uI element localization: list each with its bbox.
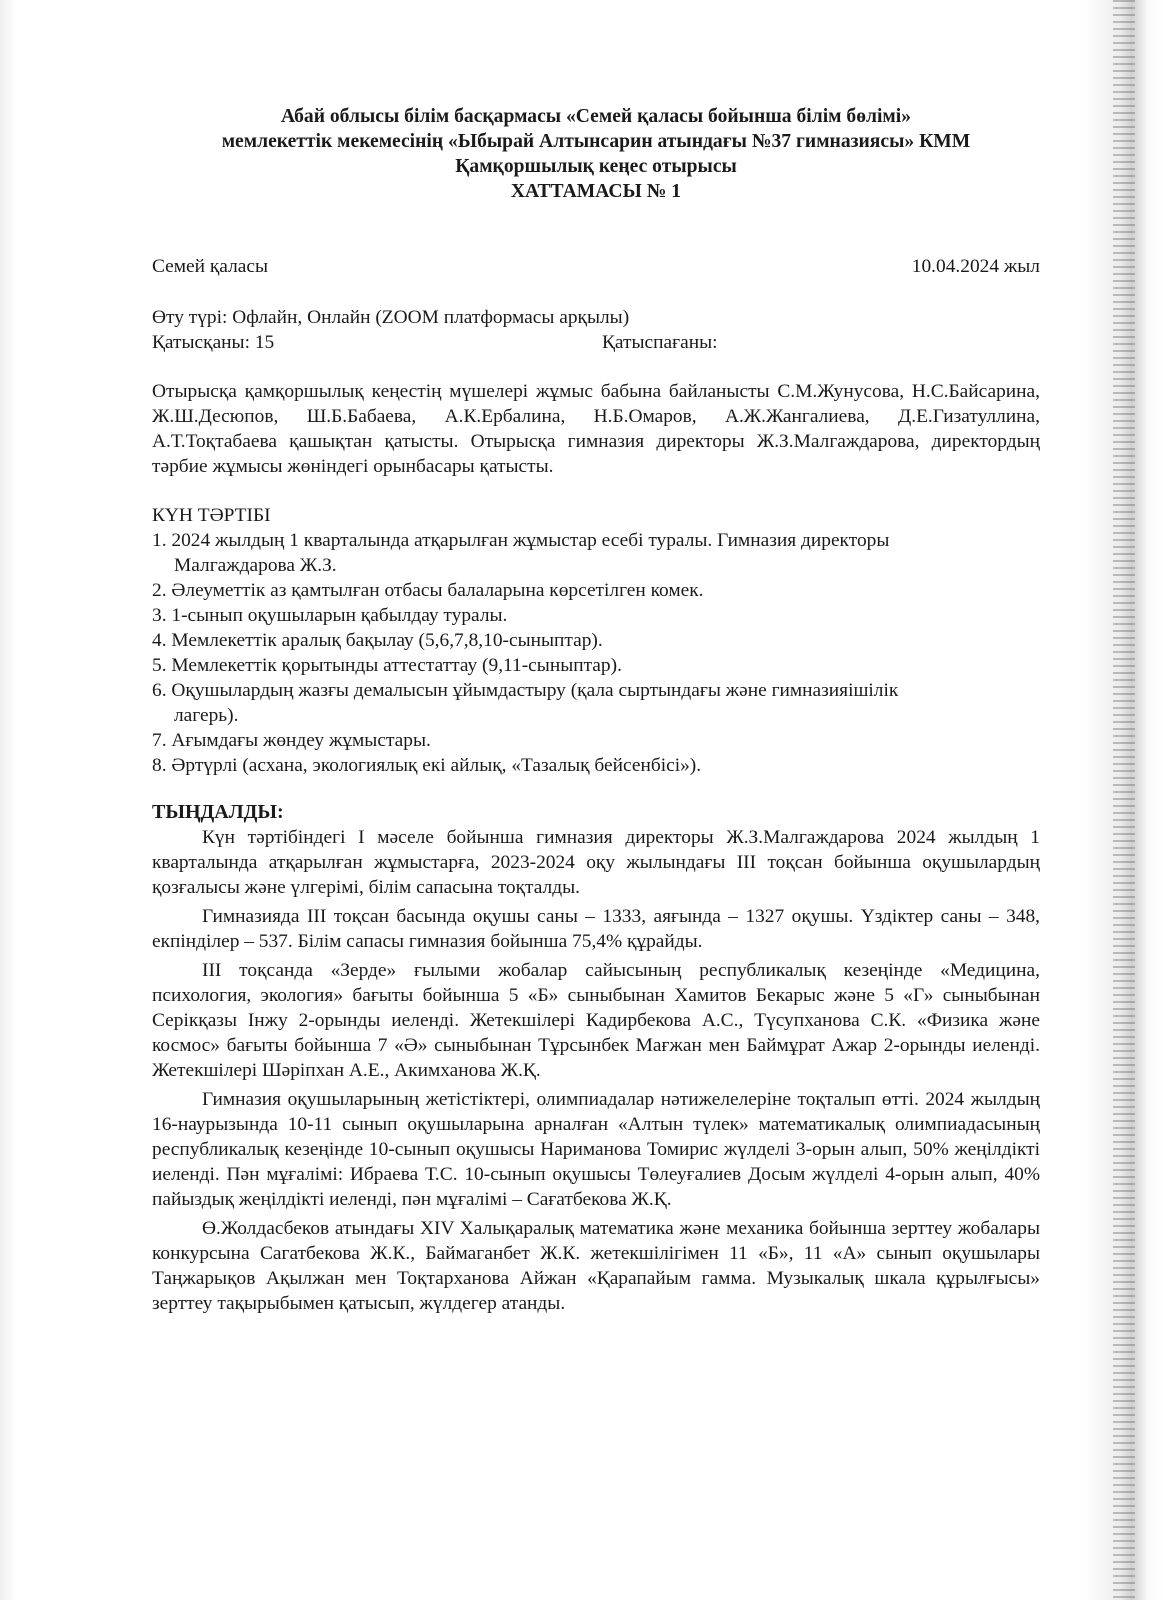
document-header <box>152 104 1040 204</box>
scan-right-edge <box>1085 0 1163 1600</box>
agenda-item: 7. Ағымдағы жөндеу жұмыстары. <box>152 730 431 751</box>
header-line-2: мемлекеттік мекемесінің «Ыбырай Алтынсарин атындағы №37 гимназиясы» КММ <box>221 131 971 152</box>
present-count: Қатысқаны: 15 <box>152 332 275 353</box>
agenda-list <box>152 528 1040 778</box>
heard-paragraph: Гимназия оқушыларының жетістіктері, олимпиадалар нәтижелелеріне тоқталып өтті. 2024 жылдың 16-наурызында 10-11 сынып оқушыларына арналған «Алтын түлек» математикалық олимпиадасының республикалық кезеңінде 10-сынып оқушысы Нариманова Томирис жүлделі 3-орын алып, 50% жеңілдікті иеленді. Пән мұғалімі: Ибраева Т.С. 10-сынып оқушысы Төлеуғалиев Досым жүлделі 4-орын алып, 40% пайыздық жеңілдікті иеленді, пән мұғалімі – Сағатбекова Ж.Қ. <box>152 1089 1040 1210</box>
city: Семей қаласы <box>152 256 268 277</box>
header-line-1: Абай облысы білім басқармасы «Семей қаласы бойынша білім бөлімі» <box>280 106 912 127</box>
heard-paragraph: Күн тәртібіндегі I мәселе бойынша гимназия директоры Ж.З.Малгаждарова 2024 жылдың 1 кварталында атқарылған жұмыстарға, 2023-2024 оқу жылындағы III тоқсан бойынша оқушылардың қозғалысы және үлгерімі, білім сапасына тоқталды. <box>152 827 1040 898</box>
heard-title: ТЫҢДАЛДЫ: <box>152 801 284 823</box>
agenda-item: 5. Мемлекеттік қорытынды аттестаттау (9,11-сыныптар). <box>152 655 622 676</box>
intro-paragraph: Отырысқа қамқоршылық кеңестің мүшелері жұмыс бабына байланысты С.М.Жунусова, Н.С.Байсарина, Ж.Ш.Десюпов, Ш.Б.Бабаева, А.К.Ербалина, Н.Б.Омаров, А.Ж.Жангалиева, Д.Е.Гизатуллина, А.Т.Тоқтабаева қашықтан қатысты. Отырысқа гимназия директоры Ж.З.Малгаждарова, директордың тәрбие жұмысы жөніндегі орынбасары қатысты. <box>152 381 1040 477</box>
agenda-item: 8. Әртүрлі (асхана, экологиялық екі айлық, «Тазалық бейсенбісі»). <box>152 755 702 776</box>
document-page <box>152 104 1040 1320</box>
city-date-row <box>152 254 1040 279</box>
scan-left-edge <box>0 0 16 1600</box>
date: 10.04.2024 жыл <box>911 256 1040 277</box>
agenda-item: 1. 2024 жылдың 1 кварталында атқарылған жұмыстар есебі туралы. Гимназия директоры Малгаждарова Ж.З. <box>152 530 890 576</box>
meeting-format: Өту түрі: Офлайн, Онлайн (ZOOM платформасы арқылы) <box>152 307 630 328</box>
header-line-4: ХАТТАМАСЫ № 1 <box>510 181 682 202</box>
attendance-row <box>152 330 1040 355</box>
agenda-item: 3. 1-сынып оқушыларын қабылдау туралы. <box>152 605 508 626</box>
heard-paragraph: Ө.Жолдасбеков атындағы XIV Халықаралық математика және механика бойынша зерттеу жобалары конкурсына Сагатбекова Ж.К., Баймаганбет Ж.К. жетекшілігімен 11 «Б», 11 «А» сынып оқушылары Таңжарықов Ақылжан мен Тоқтарханова Айжан «Қарапайым гамма. Музыкалық шкала құрылғысы» зерттеу тақырыбымен қатысып, жүлдегер атанды. <box>152 1218 1040 1314</box>
agenda-title: КҮН ТӘРТІБІ <box>152 505 271 526</box>
heard-paragraph: III тоқсанда «Зерде» ғылыми жобалар сайысының республикалық кезеңінде «Медицина, психология, экология» бағыты бойынша 5 «Б» сыныбынан Хамитов Бекарыс және 5 «Г» сыныбынан Серікқазы Інжу 2-орынды иеленді. Жетекшілері Кадирбекова А.С., Түсупханова С.К. «Физика және космос» бағыты бойынша 7 «Ә» сыныбынан Тұрсынбек Мағжан мен Баймұрат Ажар 2-орынды иеленді. Жетекшілері Шәріпхан А.Е., Акимханова Ж.Қ. <box>152 960 1040 1081</box>
heard-paragraph: Гимназияда III тоқсан басында оқушы саны – 1333, аяғында – 1327 оқушы. Үздіктер саны – 348, екпінділер – 537. Білім сапасы гимназия бойынша 75,4% құрайды. <box>152 906 1040 952</box>
agenda-item: 4. Мемлекеттік аралық бақылау (5,6,7,8,10-сыныптар). <box>152 630 603 651</box>
header-line-3: Қамқоршылық кеңес отырысы <box>455 156 737 177</box>
agenda-item: 6. Оқушылардың жазғы демалысын ұйымдастыру (қала сыртындағы және гимназияішілік лагерь). <box>152 680 899 726</box>
absent-count: Қатыспағаны: <box>602 332 718 353</box>
agenda-item: 2. Әлеуметтік аз қамтылған отбасы балаларына көрсетілген комек. <box>152 580 704 601</box>
